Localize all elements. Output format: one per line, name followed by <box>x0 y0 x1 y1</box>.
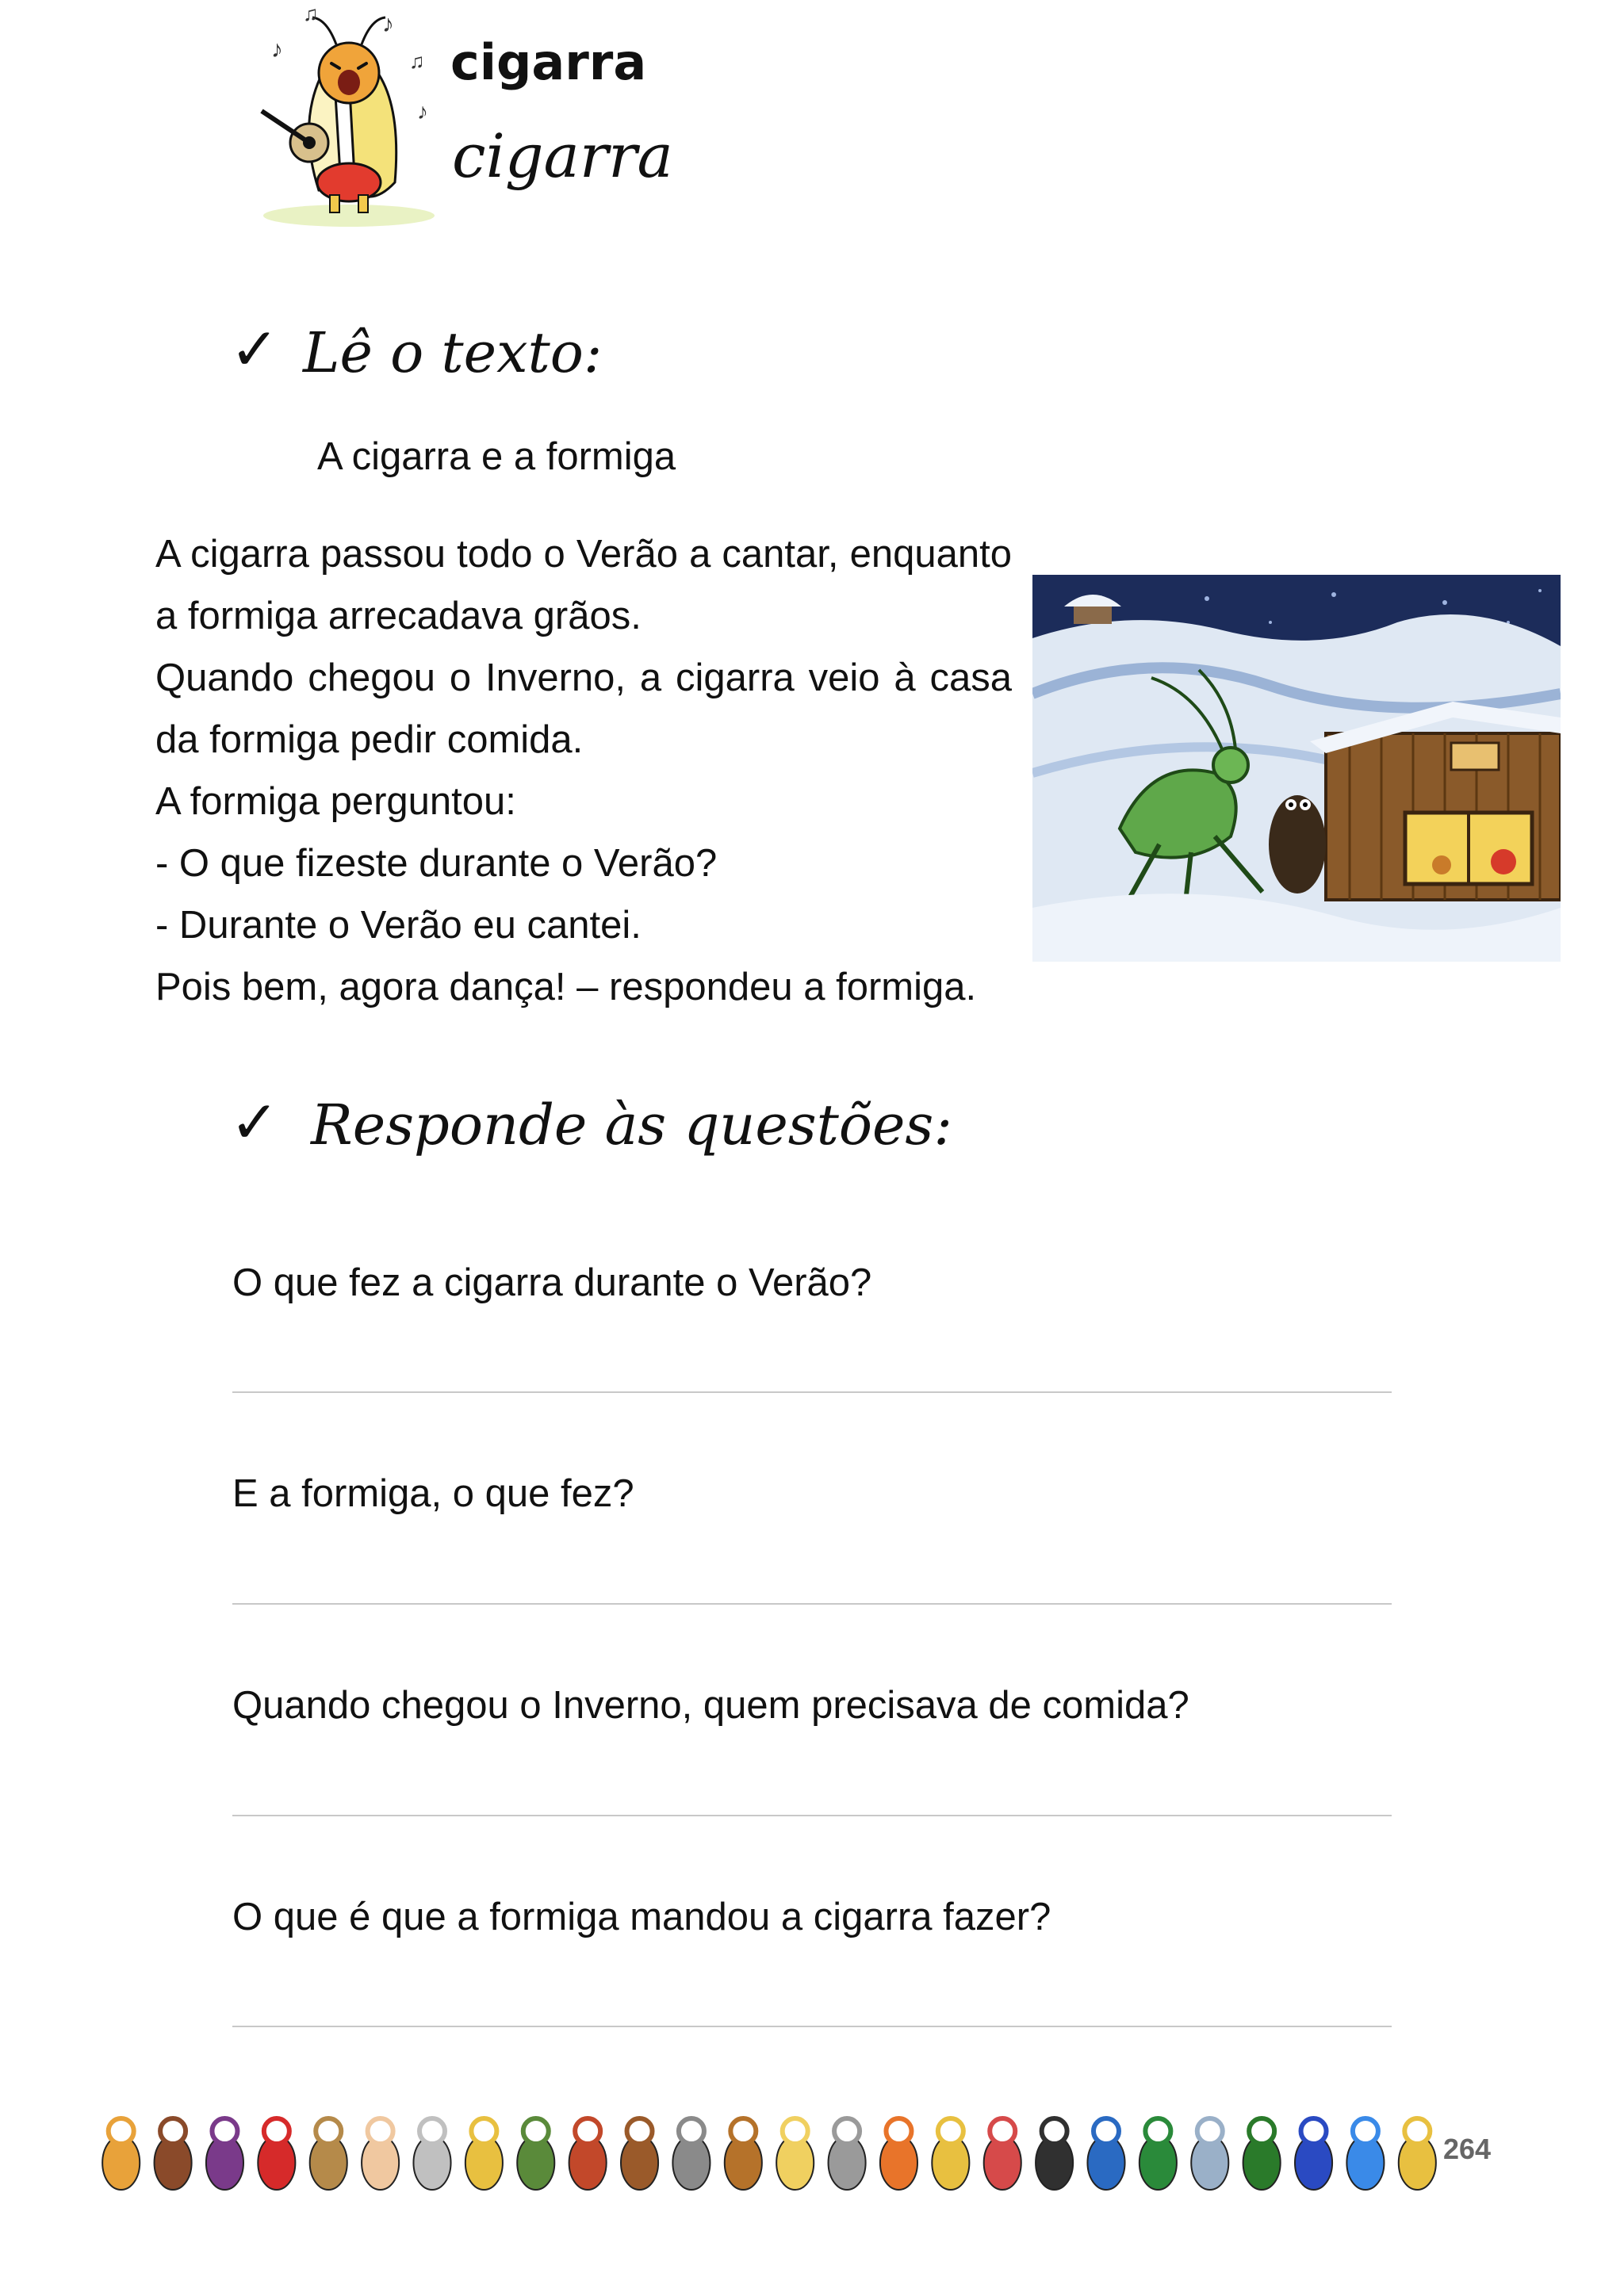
story-line: A cigarra passou todo o Verão a cantar, enquanto a formiga arrecadava grãos. <box>155 533 1012 637</box>
question-3: Quando chegou o Inverno, quem precisava de comida? <box>232 1684 1189 1727</box>
page-number: 264 <box>1443 2133 1492 2165</box>
svg-text:♪: ♪ <box>417 99 428 124</box>
mouse-icon <box>829 2118 866 2190</box>
baby-icon <box>362 2118 399 2190</box>
story-line: Quando chegou o Inverno, a cigarra veio à casa da formiga pedir comida. <box>155 656 1012 761</box>
answer-line-1[interactable] <box>232 1391 1392 1393</box>
word-script: cigarra <box>452 121 673 191</box>
cicada-illustration <box>254 0 444 230</box>
zebra-icon <box>1036 2118 1073 2190</box>
cicada-icon <box>1399 2118 1436 2190</box>
svg-text:♪: ♪ <box>271 36 283 63</box>
story-line: - Durante o Verão eu cantei. <box>155 904 642 947</box>
clown-icon <box>984 2118 1021 2190</box>
giraffe-icon <box>932 2118 969 2190</box>
story-line: - O que fizeste durante o Verão? <box>155 842 718 885</box>
hen-icon <box>725 2118 762 2190</box>
snail-icon <box>1191 2118 1228 2190</box>
story-line: Pois bem, agora dança! – respondeu a formiga. <box>155 966 977 1008</box>
questions-instruction: Responde às questões: <box>311 1093 952 1158</box>
carrot-icon <box>880 2118 917 2190</box>
whale-icon <box>1087 2118 1124 2190</box>
grapes-icon <box>206 2118 243 2190</box>
boy-icon <box>155 2118 192 2190</box>
brick-wall-icon <box>569 2118 607 2190</box>
flag-icon <box>1295 2118 1332 2190</box>
tree-icon <box>1243 2118 1281 2190</box>
boot-icon <box>310 2118 347 2190</box>
question-2: E a formiga, o que fez? <box>232 1472 634 1515</box>
bird-icon <box>1346 2118 1384 2190</box>
egg-icon <box>776 2118 814 2190</box>
picture-icon <box>517 2118 554 2190</box>
footer-icon-strip <box>79 2101 1491 2204</box>
story-illustration <box>1032 575 1561 962</box>
word-print: cigarra <box>450 33 647 91</box>
girl-icon <box>102 2118 140 2190</box>
question-1: O que fez a cigarra durante o Verão? <box>232 1261 872 1304</box>
fan-icon <box>413 2118 450 2190</box>
story-text <box>155 523 1012 1018</box>
answer-line-3[interactable] <box>232 1815 1392 1816</box>
check-icon: ✓ <box>230 1089 280 1157</box>
reading-instruction: Lê o texto: <box>303 320 603 385</box>
shoe-icon <box>258 2118 295 2190</box>
question-4: O que é que a formiga mandou a cigarra fazer? <box>232 1896 1051 1938</box>
svg-text:♫: ♫ <box>303 2 319 25</box>
ladder-icon <box>621 2118 658 2190</box>
key-icon <box>672 2118 710 2190</box>
portugal-flag-icon <box>1139 2118 1177 2190</box>
story-title: A cigarra e a formiga <box>317 435 676 478</box>
answer-line-4[interactable] <box>232 2026 1392 2027</box>
svg-text:♪: ♪ <box>382 11 394 37</box>
story-line: A formiga perguntou: <box>155 780 516 823</box>
check-icon: ✓ <box>230 316 280 384</box>
svg-text:♫: ♫ <box>409 49 425 73</box>
house-icon <box>465 2118 503 2190</box>
answer-line-2[interactable] <box>232 1603 1392 1605</box>
